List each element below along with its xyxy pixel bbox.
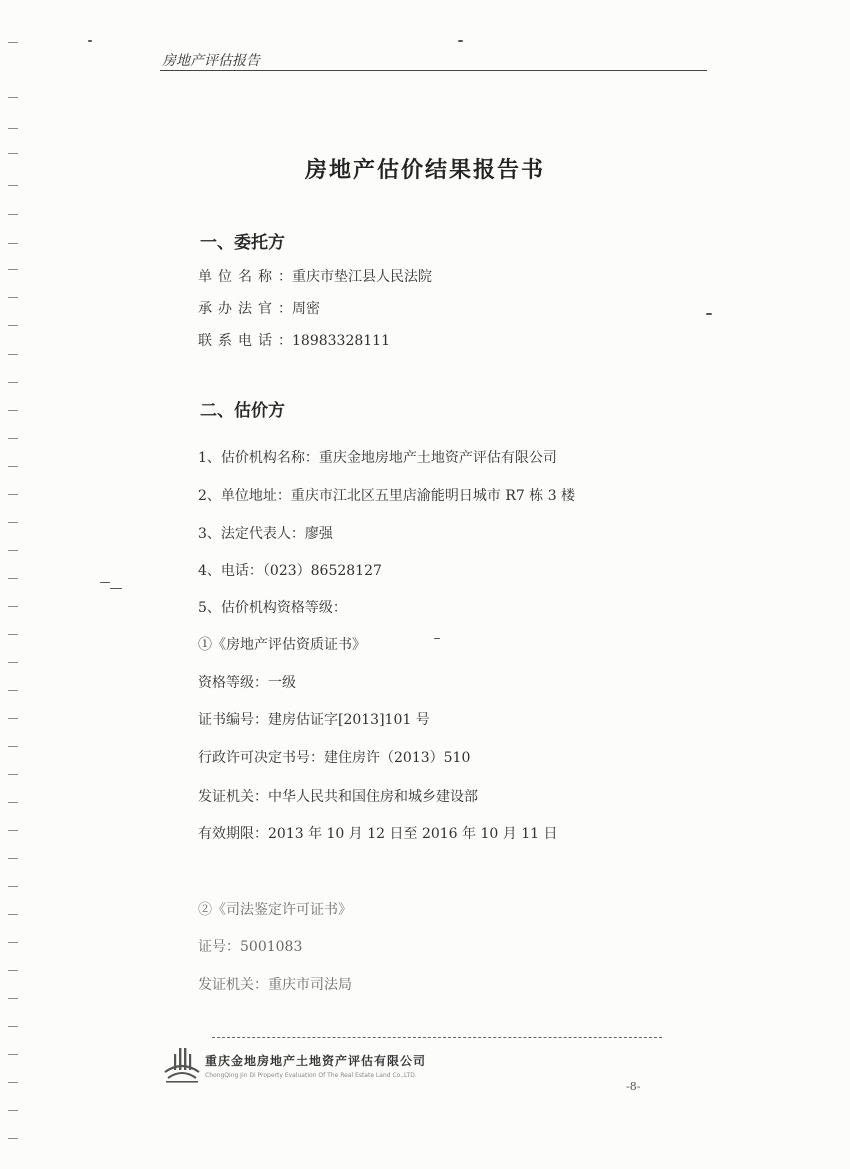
client-name-row: 单位名称：重庆市垫江县人民法院 bbox=[198, 266, 432, 286]
footer-divider bbox=[212, 1037, 662, 1038]
client-phone-label: 联系电话 bbox=[198, 333, 278, 349]
footer-company-english: ChongQing Jin Di Property Evaluation Of The Real Estate Land Co.,LTD. bbox=[205, 1072, 417, 1079]
appraiser-line: 行政许可决定书号：建住房许（2013）510 bbox=[198, 750, 471, 766]
appraiser-line: 5、估价机构资格等级： bbox=[198, 600, 347, 616]
appraiser-line: 4、电话：（023）86528127 bbox=[198, 563, 382, 579]
scan-speck bbox=[458, 40, 463, 42]
section-heading-client: 一、委托方 bbox=[200, 233, 285, 253]
appraiser-line: 发证机关：中华人民共和国住房和城乡建设部 bbox=[198, 789, 478, 805]
judicial-cert-issuer: 发证机关：重庆市司法局 bbox=[198, 977, 352, 993]
scan-speck bbox=[434, 638, 440, 639]
scan-speck bbox=[110, 588, 122, 589]
appraiser-line: 2、单位地址：重庆市江北区五里店渝能明日城市 R7 栋 3 楼 bbox=[198, 488, 576, 504]
judge-label: 承办法官 bbox=[198, 301, 278, 317]
company-logo-icon bbox=[162, 1046, 202, 1084]
scan-speck bbox=[88, 40, 92, 42]
appraiser-line: 1、估价机构名称：重庆金地房地产土地资产评估有限公司 bbox=[198, 450, 557, 466]
header-divider bbox=[160, 70, 707, 71]
footer-company-name: 重庆金地房地产土地资产评估有限公司 bbox=[205, 1054, 427, 1068]
client-name-label: 单位名称 bbox=[198, 269, 278, 285]
scan-speck bbox=[100, 582, 110, 583]
client-phone-row: 联系电话：18983328111 bbox=[198, 330, 390, 350]
appraiser-line: 3、法定代表人：廖强 bbox=[198, 526, 333, 542]
appraiser-line: ①《房地产评估资质证书》 bbox=[198, 637, 366, 653]
header-title: 房地产评估报告 bbox=[162, 53, 260, 69]
judicial-cert-number: 证号：5001083 bbox=[198, 939, 303, 955]
judicial-cert-title: ②《司法鉴定许可证书》 bbox=[198, 902, 352, 918]
client-name-value: 重庆市垫江县人民法院 bbox=[292, 269, 432, 285]
section-heading-appraiser: 二、估价方 bbox=[200, 401, 285, 421]
client-phone-value: 18983328111 bbox=[292, 333, 390, 349]
page-number: -8- bbox=[626, 1080, 641, 1093]
appraiser-line: 证书编号：建房估证字[2013]101 号 bbox=[198, 712, 430, 728]
judge-value: 周密 bbox=[292, 301, 320, 317]
judge-row: 承办法官：周密 bbox=[198, 298, 320, 318]
appraiser-line: 资格等级：一级 bbox=[198, 675, 296, 691]
scan-speck bbox=[706, 313, 712, 315]
document-title: 房地产估价结果报告书 bbox=[304, 158, 545, 183]
appraiser-line: 有效期限：2013 年 10 月 12 日至 2016 年 10 月 11 日 bbox=[198, 826, 558, 842]
